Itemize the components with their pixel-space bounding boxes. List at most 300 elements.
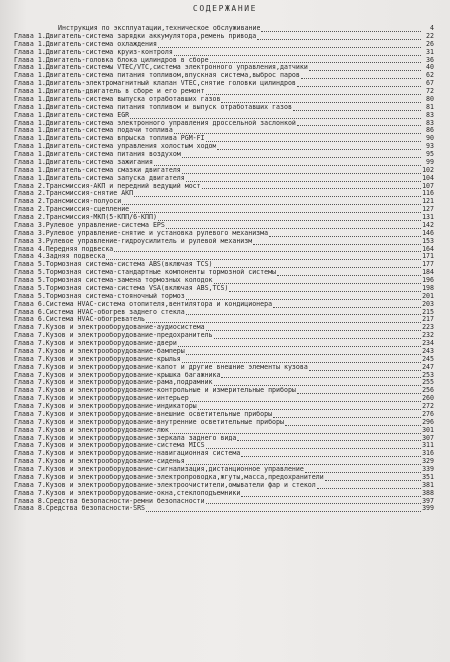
toc-entry-title: 1.Двигатель-система электронного управления дроссельной заслонкой [37, 119, 296, 127]
toc-entry [14, 238, 434, 246]
toc-chapter-label: Глава [14, 71, 34, 80]
toc-entry-title: 5.Тормозная система-система VSA(включая ABS,TCS) [37, 284, 229, 292]
toc-page-number: 93 [426, 142, 434, 151]
dot-leader [186, 175, 421, 182]
toc-entry-title: 2.Трансмиссия-МКП(5-КПП/6-КПП) [37, 214, 157, 221]
toc-chapter-label: Глава [14, 55, 34, 64]
toc-page-number: 215 [422, 307, 434, 316]
toc-entry-title: 7.Кузов и электрооборудование-рама,подрамник [37, 379, 213, 387]
toc-entry [14, 356, 434, 364]
toc-page-number: 72 [426, 87, 434, 95]
dot-leader [182, 356, 421, 363]
toc-page-number: 381 [422, 480, 434, 489]
toc-chapter-label: Глава [14, 425, 34, 434]
toc-entry [14, 364, 434, 372]
toc-page-number: 245 [422, 354, 434, 363]
toc-entry-title: 2.Трансмиссия-полуоси [37, 198, 122, 206]
toc-entry [14, 175, 434, 183]
toc-page-number: 339 [422, 465, 434, 473]
toc-entry [14, 222, 434, 230]
toc-entry [14, 183, 434, 191]
dot-leader [186, 308, 421, 315]
dot-leader [305, 466, 421, 473]
toc-page-number: 164 [422, 244, 434, 253]
dot-leader [158, 41, 421, 48]
dot-leader [114, 245, 421, 252]
toc-entry [14, 269, 434, 277]
toc-entry-title: 7.Кузов и электрооборудование-внутренние осветительные приборы [37, 418, 284, 426]
toc-entry-title: 1.Двигатель-электромагнитный клапан VTEC,снятие головки цилиндров [37, 80, 296, 88]
toc-page-number: 311 [422, 441, 434, 450]
dot-leader [106, 253, 421, 260]
toc-entry-title: 1.Двигатель-система питания топливом,впускная система,выброс паров [37, 72, 300, 80]
dot-leader [214, 379, 421, 386]
toc-entry-title: 1.Двигатель-система впрыска топлива PGM-FI [37, 135, 205, 143]
toc-chapter-label: Глава [14, 213, 34, 221]
toc-chapter-label: Глава [14, 433, 34, 442]
toc-entry-title: 1.Двигатель-система зажигания [37, 158, 153, 166]
toc-entry [14, 482, 434, 490]
toc-entry [14, 505, 434, 513]
toc-entry-title: 5.Тормозная система-стандартные компоненты тормозной системы [37, 269, 277, 277]
toc-entry [14, 57, 434, 65]
toc-entry-title: 7.Кузов и электрооборудование-внешние осветительные приборы [37, 410, 273, 418]
toc-chapter-label: Глава [14, 488, 34, 497]
dot-leader [269, 230, 421, 237]
toc-page-number: 116 [422, 189, 434, 198]
toc-entry-title: 1.Двигатель-система управления холостым ходом [37, 143, 217, 151]
toc-entry-title: 7.Кузов и электрооборудование-бамперы [37, 347, 185, 355]
dot-leader [261, 25, 421, 32]
dot-leader [214, 261, 421, 268]
toc-page-number: 83 [426, 118, 434, 127]
toc-page-number: 198 [422, 283, 434, 292]
dot-leader [202, 182, 421, 189]
toc-chapter-label: Глава [14, 31, 34, 40]
dot-leader [237, 434, 421, 441]
toc-page-number: 232 [422, 331, 434, 340]
toc-entry-title: 1.Двигатель-головка блока цилиндров в сборе [37, 56, 209, 64]
dot-leader [206, 135, 421, 142]
toc-chapter-label: Глава [14, 378, 34, 387]
dot-leader [285, 419, 421, 426]
toc-chapter-label: Глава [14, 283, 34, 292]
toc-entry-title: 1.Двигатель-система выпуска отработавших газов [37, 95, 221, 103]
toc-entry-title: 7.Кузов и электрооборудование-сигнализация,дистанционное управление [37, 466, 304, 473]
dot-leader [309, 364, 421, 371]
toc-page-number: 196 [422, 276, 434, 284]
toc-chapter-label: Глава [14, 457, 34, 466]
page-title: СОДЕРЖАНИЕ [192, 4, 258, 13]
toc-entry-title: 7.Кузов и электрооборудование-люк [37, 426, 169, 434]
toc-chapter-label: Глава [14, 276, 34, 284]
toc-entry-title: 1.Двигатель-система охлаждения [37, 40, 157, 48]
toc-page-number: 83 [426, 110, 434, 119]
toc-entry-title: Инструкция по эксплуатации,техническое обслуживание [58, 25, 261, 32]
toc-entry-title: 1.Двигатель-система смазки двигателя [37, 166, 181, 174]
toc-page-number: 146 [422, 228, 434, 237]
toc-page-number: 203 [422, 299, 434, 308]
toc-page-number: 217 [422, 315, 434, 324]
toc-page-number: 99 [426, 157, 434, 166]
toc-chapter-label: Глава [14, 118, 34, 127]
toc-chapter-label: Глава [14, 110, 34, 119]
toc-page-number: 31 [426, 47, 434, 56]
toc-entry [14, 474, 434, 482]
dot-leader [217, 143, 421, 150]
toc-entry-title: 4.Передняя подвеска [37, 245, 114, 253]
toc-entry-title: 1.Двигатель-система круиз-контроля [37, 48, 173, 56]
toc-entry [14, 498, 434, 506]
dot-leader [297, 80, 421, 87]
toc-entry-title: 1.Двигатель-система запуска двигателя [37, 174, 185, 182]
toc-entry-title: 7.Кузов и электрооборудование-контрольные и измерительные приборы [37, 387, 296, 395]
dot-leader [206, 324, 421, 331]
toc-entry-title: 7.Кузов и электрооборудование-навигационная система [37, 450, 241, 458]
toc-chapter-label: Глава [14, 465, 34, 473]
toc-page-number: 131 [422, 213, 434, 221]
toc-chapter-label: Глава [14, 331, 34, 340]
toc-entry [14, 261, 434, 269]
toc-entry [14, 340, 434, 348]
toc-entry [14, 309, 434, 317]
dot-leader [229, 285, 421, 292]
toc-page-number: 40 [426, 63, 434, 72]
toc-entry [14, 33, 434, 41]
dot-leader [221, 371, 421, 378]
toc-entry [14, 277, 434, 285]
toc-chapter-label: Глава [14, 244, 34, 253]
dot-leader [134, 190, 421, 197]
toc-page-number: 127 [422, 205, 434, 214]
dot-leader [182, 151, 421, 158]
toc-entry [14, 246, 434, 254]
toc-entry [14, 293, 434, 301]
toc-entry [14, 411, 434, 419]
dot-leader [166, 222, 421, 229]
dot-leader [297, 119, 421, 126]
dot-leader [325, 474, 421, 481]
toc-entry-title: 1.Двигатель-двигатель в сборе и его ремонт [37, 88, 205, 95]
toc-entry [14, 25, 434, 33]
toc-chapter-label: Глава [14, 370, 34, 379]
toc-entry-title: 8.Средства безопасности-SRS [37, 505, 146, 513]
dot-leader [257, 33, 421, 40]
toc-chapter-label: Глава [14, 260, 34, 269]
toc-page-number: 272 [422, 402, 434, 410]
toc-entry-title: 5.Тормозная система-система ABS(включая TCS) [37, 261, 213, 269]
toc-entry [14, 49, 434, 57]
toc-entry [14, 324, 434, 332]
toc-entry [14, 104, 434, 112]
dot-leader [186, 458, 421, 465]
toc-entry [14, 458, 434, 466]
toc-entry-title: 7.Кузов и электрооборудование-интерьер [37, 395, 189, 403]
toc-page-number: 184 [422, 268, 434, 277]
toc-chapter-label: Глава [14, 480, 34, 489]
toc-entry-title: 1.Двигатель-система подачи топлива [37, 127, 173, 135]
dot-leader [273, 301, 421, 308]
toc-chapter-label: Глава [14, 134, 34, 143]
toc-entry [14, 96, 434, 104]
toc-chapter-label: Глава [14, 126, 34, 135]
toc-chapter-label: Глава [14, 205, 34, 214]
toc-page-number: 95 [426, 150, 434, 158]
toc-page-number: 255 [422, 378, 434, 387]
toc-page-number: 142 [422, 220, 434, 229]
toc-entry [14, 190, 434, 198]
toc-entry-title: 6.Система HVAC-обогреватель [37, 316, 146, 324]
toc-chapter-label: Глава [14, 181, 34, 190]
toc-page-number: 26 [426, 39, 434, 48]
toc-entry [14, 442, 434, 450]
toc-page-number: 399 [422, 504, 434, 513]
toc-entry [14, 214, 434, 222]
toc-page-number: 256 [422, 386, 434, 395]
table-of-contents [14, 25, 434, 513]
toc-entry [14, 395, 434, 403]
toc-entry [14, 490, 434, 498]
toc-chapter-label: Глава [14, 441, 34, 450]
toc-entry-title: 1.Двигатель-система питания воздухом [37, 151, 181, 158]
toc-entry [14, 435, 434, 443]
toc-page-number: 276 [422, 409, 434, 418]
toc-page-number: 307 [422, 433, 434, 442]
toc-page-number: 388 [422, 488, 434, 497]
dot-leader [221, 96, 421, 103]
toc-chapter-label: Глава [14, 63, 34, 72]
toc-entry [14, 450, 434, 458]
toc-chapter-label: Глава [14, 165, 34, 174]
toc-chapter-label: Глава [14, 315, 34, 324]
toc-page-number: 234 [422, 339, 434, 347]
toc-page-number: 201 [422, 291, 434, 300]
toc-entry-title: 7.Кузов и электрооборудование-капот и другие внешние элементы кузова [37, 363, 308, 371]
toc-entry-title: 2.Трансмиссия-снятие АКП [37, 190, 134, 198]
toc-page-number: 81 [426, 102, 434, 111]
toc-page-number: 223 [422, 323, 434, 332]
toc-entry [14, 159, 434, 167]
toc-page-number: 171 [422, 252, 434, 261]
toc-entry [14, 427, 434, 435]
dot-leader [154, 159, 421, 166]
toc-entry [14, 112, 434, 120]
toc-page-number: 62 [426, 71, 434, 80]
toc-entry-title: 1.Двигатель-система EGR [37, 111, 130, 119]
dot-leader [186, 293, 421, 300]
dot-leader [214, 277, 421, 284]
toc-entry [14, 379, 434, 387]
toc-page-number: 301 [422, 425, 434, 434]
toc-entry-title: 8.Средства безопасности-ремни безопасности [37, 497, 205, 505]
toc-entry [14, 316, 434, 324]
toc-page-number: 90 [426, 134, 434, 143]
dot-leader [241, 490, 421, 497]
toc-chapter-label: Глава [14, 409, 34, 418]
toc-entry [14, 301, 434, 309]
toc-entry [14, 127, 434, 135]
toc-page-number: 4 [430, 24, 434, 32]
dot-leader [178, 340, 421, 347]
dot-leader [122, 198, 421, 205]
toc-entry [14, 285, 434, 293]
dot-leader [146, 316, 421, 323]
dot-leader [301, 72, 421, 79]
toc-page-number: 260 [422, 394, 434, 403]
toc-chapter-label: Глава [14, 394, 34, 403]
toc-entry-title: 1.Двигатель-система зарядки аккумулятора,ремень привода [37, 32, 257, 40]
toc-page-number: 153 [422, 236, 434, 245]
dot-leader [146, 505, 421, 512]
dot-leader [206, 497, 421, 504]
toc-entry [14, 143, 434, 151]
toc-entry [14, 88, 434, 96]
toc-entry [14, 64, 434, 72]
toc-entry-title: 7.Кузов и электрооборудование-индикаторы [37, 403, 197, 410]
toc-entry-title: 3.Рулевое управление-снятие и установка рулевого механизма [37, 229, 269, 237]
toc-page-number: 397 [422, 496, 434, 505]
toc-entry-title: 7.Кузов и электрооборудование-сиденья [37, 458, 185, 466]
dot-leader [210, 56, 421, 63]
toc-chapter-label: Глава [14, 268, 34, 277]
toc-page-number: 121 [422, 197, 434, 206]
toc-page-number: 22 [426, 31, 434, 40]
toc-chapter-label: Глава [14, 496, 34, 505]
toc-entry-title: 1.Двигатель-системы VTEC/VTC,система электронного управления,датчики [37, 64, 308, 72]
toc-entry-title: 6.Система HVAC-система отопителя,вентилятора и кондиционера [37, 300, 273, 308]
toc-entry-title: 2.Трансмиссия-сцепление [37, 206, 130, 214]
toc-entry [14, 167, 434, 175]
dot-leader [174, 49, 421, 56]
toc-page-number: 351 [422, 472, 434, 481]
toc-chapter-label: Глава [14, 150, 34, 158]
toc-chapter-label: Глава [14, 102, 34, 111]
toc-page-number: 253 [422, 370, 434, 379]
toc-chapter-label: Глава [14, 354, 34, 363]
toc-chapter-label: Глава [14, 87, 34, 95]
toc-entry [14, 80, 434, 88]
toc-entry-title: 2.Трансмиссия-АКП и передний ведущий мост [37, 182, 201, 190]
dot-leader [277, 269, 421, 276]
toc-page-number: 177 [422, 260, 434, 269]
toc-chapter-label: Глава [14, 236, 34, 245]
toc-entry-title: 7.Кузов и электрооборудование-предохранитель [37, 332, 213, 340]
toc-entry-title: 5.Тормозная система-замена тормозных колодок [37, 277, 213, 284]
dot-leader [158, 214, 421, 221]
dot-leader [190, 395, 421, 402]
toc-entry [14, 135, 434, 143]
toc-chapter-label: Глава [14, 402, 34, 410]
toc-entry [14, 151, 434, 159]
dot-leader [293, 104, 421, 111]
toc-entry-title: 3.Рулевое управление-система EPS [37, 221, 165, 229]
toc-entry-title: 1.Двигатель-система питания топливом и выпуск отработавших газов [37, 103, 292, 111]
toc-page-number: 80 [426, 94, 434, 103]
toc-entry [14, 253, 434, 261]
toc-chapter-label: Глава [14, 228, 34, 237]
toc-page-number: 102 [422, 165, 434, 174]
toc-page-number: 329 [422, 457, 434, 466]
toc-chapter-label: Глава [14, 157, 34, 166]
toc-page-number: 67 [426, 79, 434, 88]
toc-page-number: 247 [422, 362, 434, 371]
dot-leader [130, 206, 421, 213]
dot-leader [198, 403, 421, 410]
dot-leader [253, 238, 421, 245]
toc-page-number: 104 [422, 173, 434, 182]
toc-entry [14, 198, 434, 206]
toc-entry-title: 7.Кузов и электрооборудование-зеркала заднего вида [37, 434, 237, 442]
toc-chapter-label: Глава [14, 220, 34, 229]
toc-chapter-label: Глава [14, 346, 34, 355]
toc-entry [14, 403, 434, 411]
toc-page-number: 107 [422, 181, 434, 190]
toc-chapter-label: Глава [14, 449, 34, 458]
toc-chapter-label: Глава [14, 299, 34, 308]
toc-entry [14, 348, 434, 356]
toc-entry [14, 387, 434, 395]
toc-chapter-label: Глава [14, 252, 34, 261]
dot-leader [182, 167, 421, 174]
dot-leader [206, 88, 421, 95]
dot-leader [206, 442, 421, 449]
dot-leader [297, 387, 421, 394]
toc-entry-title: 7.Кузов и электрооборудование-система MICS [37, 442, 205, 450]
dot-leader [186, 348, 421, 355]
toc-entry-title: 4.Задняя подвеска [37, 253, 106, 261]
toc-chapter-label: Глава [14, 339, 34, 347]
toc-entry [14, 230, 434, 238]
toc-chapter-label: Глава [14, 94, 34, 103]
dot-leader [170, 427, 421, 434]
toc-chapter-label: Глава [14, 47, 34, 56]
toc-chapter-label: Глава [14, 79, 34, 88]
toc-entry [14, 332, 434, 340]
toc-chapter-label: Глава [14, 504, 34, 513]
toc-entry [14, 372, 434, 380]
toc-entry-title: 7.Кузов и электрооборудование-окна,стеклоподъемники [37, 489, 241, 497]
toc-entry-title: 7.Кузов и электрооборудование-крылья [37, 355, 181, 363]
toc-entry-title: 3.Рулевое управление-гидроусилитель и рулевой механизм [37, 237, 253, 245]
toc-entry-title: 7.Кузов и электрооборудование-электроочистители,омыватели фар и стекол [37, 481, 316, 489]
toc-entry [14, 206, 434, 214]
toc-chapter-label: Глава [14, 323, 34, 332]
toc-chapter-label: Глава [14, 291, 34, 300]
toc-chapter-label: Глава [14, 472, 34, 481]
toc-page-number: 36 [426, 55, 434, 64]
toc-entry-title: 7.Кузов и электрооборудование-электропроводка,жгуты,масса,предохранители [37, 473, 324, 481]
toc-entry [14, 72, 434, 80]
toc-chapter-label: Глава [14, 189, 34, 198]
dot-leader [174, 127, 421, 134]
dot-leader [241, 450, 421, 457]
toc-entry [14, 466, 434, 474]
toc-chapter-label: Глава [14, 142, 34, 151]
dot-leader [273, 411, 421, 418]
toc-page-number: 296 [422, 417, 434, 426]
toc-entry-title: 6.Система HVAC-обогрев заднего стекла [37, 308, 185, 316]
toc-chapter-label: Глава [14, 39, 34, 48]
toc-entry-title: 7.Кузов и электрооборудование-двери [37, 340, 177, 347]
toc-entry [14, 419, 434, 427]
toc-chapter-label: Глава [14, 197, 34, 206]
toc-chapter-label: Глава [14, 417, 34, 426]
dot-leader [317, 482, 421, 489]
toc-chapter-label: Глава [14, 362, 34, 371]
toc-page-number: 86 [426, 126, 434, 135]
toc-entry-title: 7.Кузов и электрооборудование-аудиосистема [37, 324, 205, 332]
toc-chapter-label: Глава [14, 386, 34, 395]
